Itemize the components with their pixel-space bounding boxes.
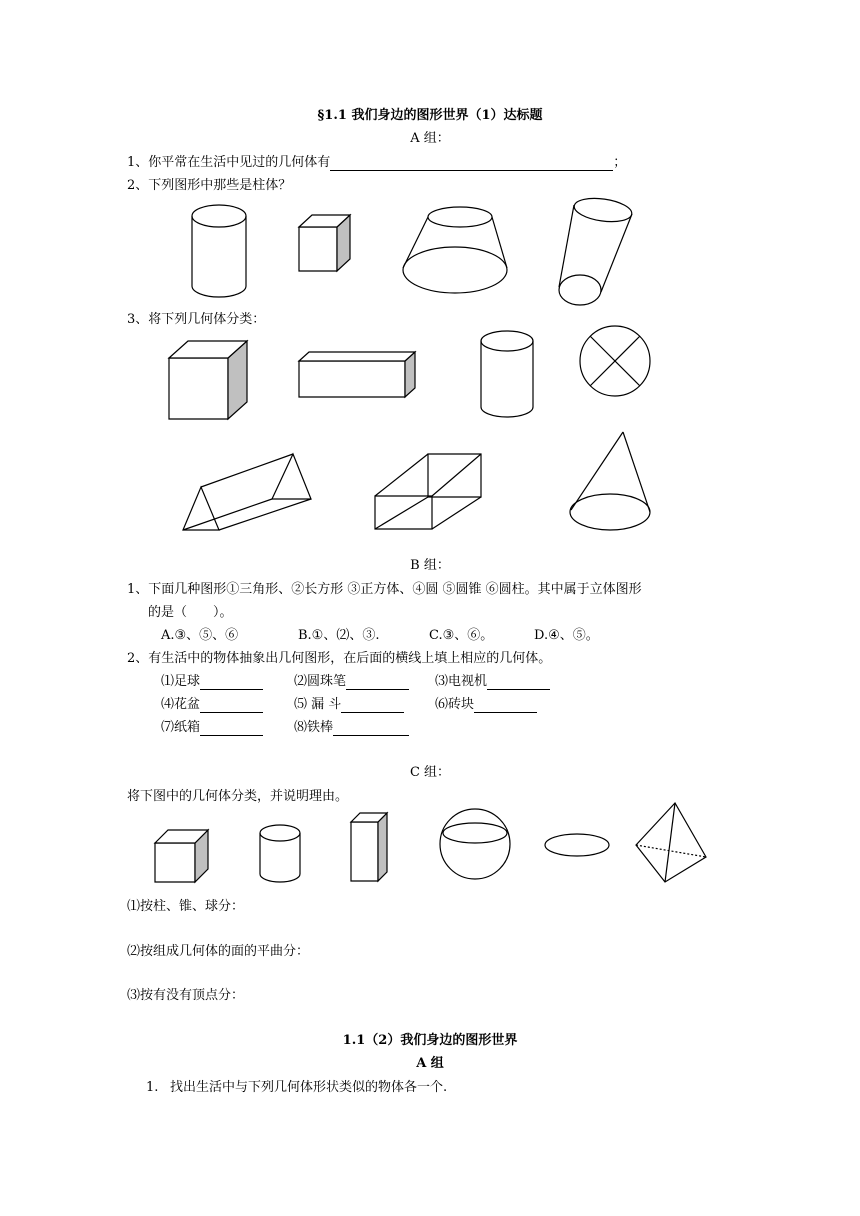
question-a1-text: 1、你平常在生活中见过的几何体有 (127, 155, 331, 170)
question-a1-end: ； (613, 155, 627, 170)
question-a3: 3、将下列几何体分类： (127, 312, 266, 327)
question-b2: 2、有生活中的物体抽象出几何图形，在后面的横线上填上相应的几何体。 (127, 651, 552, 666)
section2-title: 1.1（2）我们身边的图形世界 (342, 1033, 518, 1048)
fill-item-label: ⑷花盆 (161, 697, 201, 712)
option-c: C.③、⑥。 (429, 628, 494, 643)
c-sub-1: ⑴按柱、锥、球分： (127, 899, 245, 914)
tetrahedron-figure (636, 803, 706, 882)
question-b1-line1: 1、下面几种图形①三角形、②长方形 ③正方体、④圆 ⑤圆锥 ⑥圆柱。其中属于立体图形 (127, 582, 642, 597)
group-a-heading: A 组： (410, 131, 450, 146)
fill-item-label: ⑺纸箱 (161, 720, 201, 735)
c-sub-2: ⑵按组成几何体的面的平曲分： (127, 944, 310, 959)
cube-figure (155, 830, 208, 882)
question-b1-line2: 的是（ ）。 (148, 605, 233, 620)
cylinder-figure (260, 825, 300, 882)
option-b: B.①、⑵、③. (298, 628, 380, 643)
section2-group-a: A 组 (416, 1056, 444, 1071)
option-a: A.③、⑤、⑥ (161, 628, 239, 643)
fill-item-label: ⑻铁棒 (294, 720, 334, 735)
c-sub-3: ⑶按有没有顶点分： (127, 988, 245, 1003)
fill-item-label: ⑶电视机 (435, 674, 488, 689)
group-c-heading: C 组： (409, 765, 451, 780)
fill-item-label: ⑴足球 (161, 674, 201, 689)
fill-item-label: ⑵圆珠笔 (294, 674, 347, 689)
option-d: D.④、⑤。 (534, 628, 599, 643)
section-title: §1.1 我们身边的图形世界（1）达标题 (317, 108, 543, 123)
question-a2: 2、下列图形中那些是柱体？ (127, 178, 292, 193)
fill-item-label: ⑸ 漏 斗 (294, 697, 342, 712)
sphere-figure (440, 809, 510, 879)
square-prism-figure (351, 813, 387, 881)
ellipse-figure (545, 834, 609, 856)
section2-q1: 找出生活中与下列几何体形状类似的物体各一个. (170, 1080, 448, 1095)
section2-q1-number: 1. (146, 1080, 159, 1095)
fill-item-label: ⑹砖块 (435, 697, 475, 712)
c-instruction: 将下图中的几何体分类，并说明理由。 (127, 789, 349, 804)
group-b-heading: B 组： (410, 558, 450, 573)
